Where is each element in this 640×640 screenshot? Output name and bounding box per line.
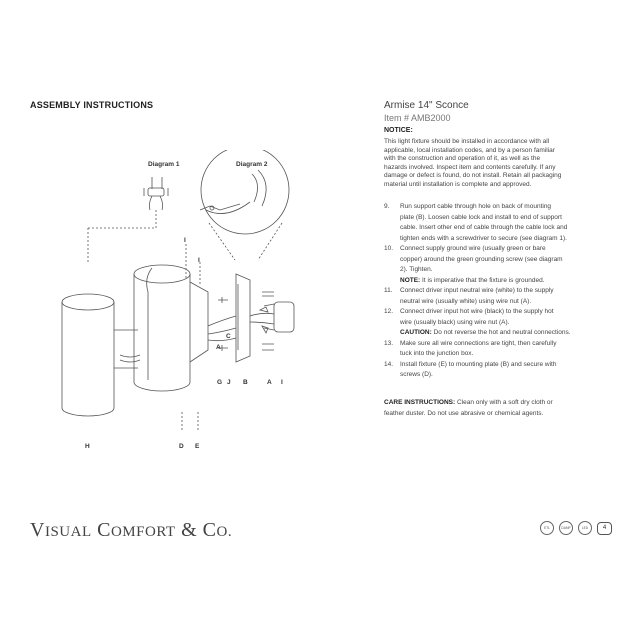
step-number: 14. bbox=[384, 360, 394, 368]
notice-line: damage or defect is found, do not install. Retain all packaging bbox=[384, 172, 562, 180]
step-line: screws (D). bbox=[400, 371, 433, 378]
part-label-i: I bbox=[281, 379, 283, 386]
grounding-detail bbox=[200, 170, 266, 214]
part-label-g: G bbox=[217, 379, 223, 386]
part-label-b: B bbox=[243, 379, 248, 386]
step-line: copper) around the green grounding screw (see diagram bbox=[400, 255, 563, 263]
item-number: Item # AMB2000 bbox=[384, 113, 451, 123]
assembly-diagram bbox=[40, 150, 310, 460]
part-label-a: A bbox=[267, 379, 272, 386]
care-text: Clean only with a soft dry cloth or bbox=[455, 399, 553, 406]
wire-nut bbox=[262, 326, 268, 333]
junction-box bbox=[264, 302, 294, 332]
step-line: Connect driver input hot wire (black) to the supply hot bbox=[400, 308, 554, 315]
fixture-arm-wires bbox=[120, 355, 140, 362]
diagram2-leader bbox=[258, 223, 282, 260]
part-label-h: H bbox=[85, 443, 90, 450]
notice-line: material until installation is complete and approved. bbox=[384, 180, 532, 188]
caution-note bbox=[384, 328, 614, 339]
care-instructions bbox=[384, 398, 616, 419]
part-label-e: E bbox=[195, 443, 200, 450]
notice-line: applicable, local installation codes, and by a person familiar bbox=[384, 146, 555, 154]
diagram2-label: Diagram 2 bbox=[236, 161, 268, 168]
diagram1-leader bbox=[88, 210, 156, 228]
diagram2-leader bbox=[209, 223, 235, 260]
step-11 bbox=[384, 286, 614, 307]
step-line: cable. Insert other end of cable through the cable lock and bbox=[400, 224, 568, 231]
notice-heading: NOTICE: bbox=[384, 127, 413, 134]
step-number: 13. bbox=[384, 339, 394, 347]
step-13 bbox=[384, 339, 614, 360]
step-line: wire (usually black) using wire nut (A). bbox=[400, 318, 510, 326]
care-text: feather duster. Do not use abrasive or chemical agents. bbox=[384, 409, 544, 417]
diagram1-label: Diagram 1 bbox=[148, 161, 180, 168]
cable-lock-illustration bbox=[144, 177, 168, 210]
screw-icon bbox=[218, 297, 228, 303]
part-label-i: I bbox=[184, 237, 186, 244]
notice-line: with the construction and operation of it, as well as the bbox=[384, 155, 541, 163]
step-9 bbox=[384, 202, 614, 244]
step-12 bbox=[384, 307, 614, 328]
step-line: tuck into the junction box. bbox=[400, 350, 474, 357]
screw-icon bbox=[262, 292, 274, 296]
step-10 bbox=[384, 244, 614, 276]
page-title: ASSEMBLY INSTRUCTIONS bbox=[30, 100, 154, 110]
step-line: neutral wire (usually white) using wire nut (A). bbox=[400, 297, 532, 305]
fixture-front-cylinder bbox=[134, 265, 190, 391]
product-name: Armise 14" Sconce bbox=[384, 100, 469, 111]
step-line: Run support cable through hole on back of mounting bbox=[400, 203, 552, 210]
step-number: 11. bbox=[384, 287, 393, 294]
screw-icon bbox=[262, 344, 274, 350]
step-line: Install fixture (E) to mounting plate (B) and secure with bbox=[400, 360, 557, 368]
notice-line: This light fixture should be installed in accordance with all bbox=[384, 138, 550, 145]
step-number: 12. bbox=[384, 308, 394, 315]
caution-label: CAUTION: bbox=[400, 329, 432, 336]
notice-line: hazards involved. Inspect item and contents carefully. If any bbox=[384, 163, 556, 171]
step-number: 9. bbox=[384, 203, 390, 210]
brand-logo: VISUAL COMFORT & CO. bbox=[30, 519, 233, 541]
etl-certification-icon: ETL bbox=[540, 521, 554, 535]
step-line: Connect driver input neutral wire (white) to the supply bbox=[400, 287, 554, 294]
fixture-back-cylinder bbox=[62, 294, 114, 416]
notice-text bbox=[384, 138, 610, 190]
supply-wires bbox=[208, 316, 236, 341]
note-label: NOTE: bbox=[400, 276, 421, 284]
part-label-c: C bbox=[226, 333, 231, 340]
supply-wires bbox=[250, 313, 274, 324]
care-label: CARE INSTRUCTIONS: bbox=[384, 399, 456, 406]
page-number: 4 bbox=[597, 522, 612, 535]
step-14 bbox=[384, 360, 614, 381]
step-line: 2). Tighten. bbox=[400, 266, 433, 273]
step-line: tighten ends with a screwdriver to secure (see diagram 1). bbox=[400, 234, 567, 242]
led-icon: LED bbox=[578, 521, 592, 535]
note-text: It is imperative that the fixture is grounded. bbox=[420, 276, 545, 284]
step-line: plate (B). Loosen cable lock and install to end of support bbox=[400, 213, 562, 221]
step-number: 10. bbox=[384, 245, 394, 252]
part-label-j: J bbox=[227, 379, 231, 386]
assembly-steps bbox=[384, 202, 614, 381]
part-label-i: I bbox=[198, 257, 200, 264]
step-line: Make sure all wire connections are tight, then carefully bbox=[400, 339, 557, 347]
part-label-d: D bbox=[179, 443, 184, 450]
grounding-note bbox=[384, 276, 614, 287]
part-label-a: A bbox=[216, 344, 221, 351]
step-line: Connect supply ground wire (usually green or bare bbox=[400, 245, 546, 252]
damp-location-icon: DAMP bbox=[559, 521, 573, 535]
caution-text: Do not reverse the hot and neutral connections. bbox=[431, 329, 571, 336]
wire-nut bbox=[260, 307, 268, 312]
